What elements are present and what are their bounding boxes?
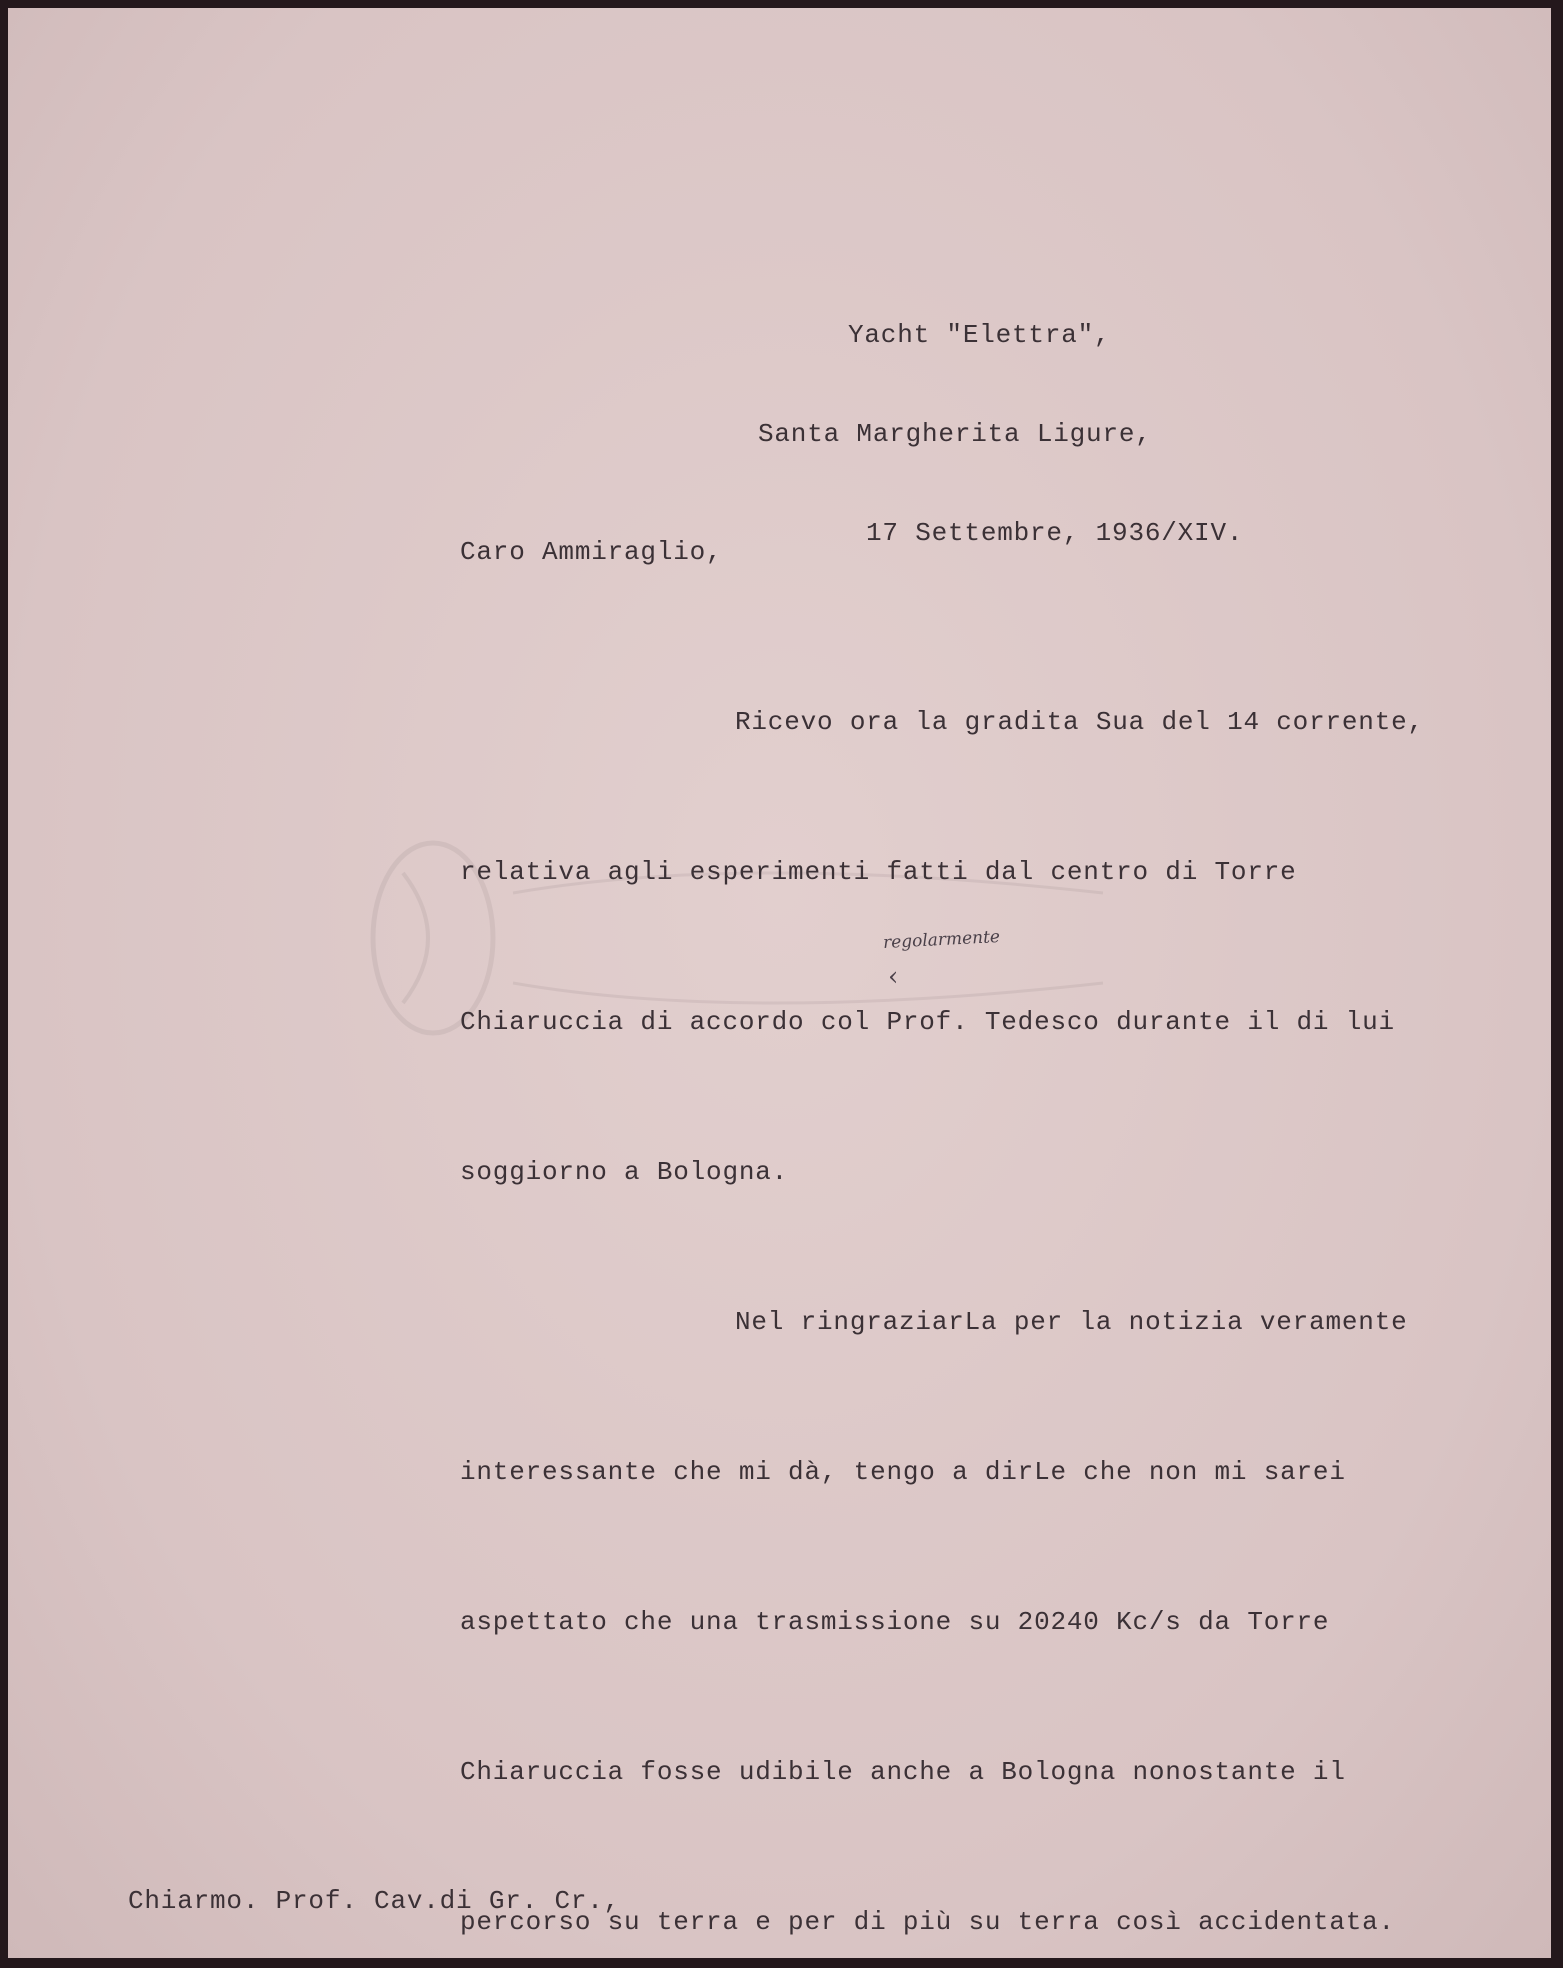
heading-yacht: Yacht "Elettra", (848, 320, 1111, 350)
insertion-caret-mark: ‹ (888, 962, 899, 992)
body-line: Chiaruccia fosse udibile anche a Bologna nonostante il (460, 1757, 1346, 1787)
body-line: percorso su terra e per di più su terra così accidentata. (460, 1907, 1395, 1937)
body-line: aspettato che una trasmissione su 20240 Kc/s da Torre (460, 1607, 1330, 1637)
letter-page (8, 8, 1551, 1958)
body-line: interessante che mi dà, tengo a dirLe che non mi sarei (460, 1457, 1346, 1487)
handwritten-insert: regolarmente (882, 926, 1001, 954)
body-line: Ricevo ora la gradita Sua del 14 corrente, (735, 707, 1424, 737)
heading-place: Santa Margherita Ligure, (758, 419, 1152, 449)
body-line: Nel ringraziarLa per la notizia veramente (735, 1307, 1408, 1337)
addressee-block (128, 1811, 850, 1958)
letter-body (460, 597, 1424, 1958)
addressee-title: Chiarmo. Prof. Cav.di Gr. Cr., (128, 1886, 621, 1916)
heading-date: 17 Settembre, 1936/XIV. (866, 518, 1244, 548)
salutation: Caro Ammiraglio, (460, 537, 723, 567)
letter-heading (758, 253, 1244, 616)
body-line: Chiaruccia di accordo col Prof. Tedesco durante il di lui (460, 1007, 1395, 1037)
body-line: soggiorno a Bologna. (460, 1157, 789, 1187)
body-line: relativa agli esperimenti fatti dal centro di Torre (460, 857, 1297, 887)
